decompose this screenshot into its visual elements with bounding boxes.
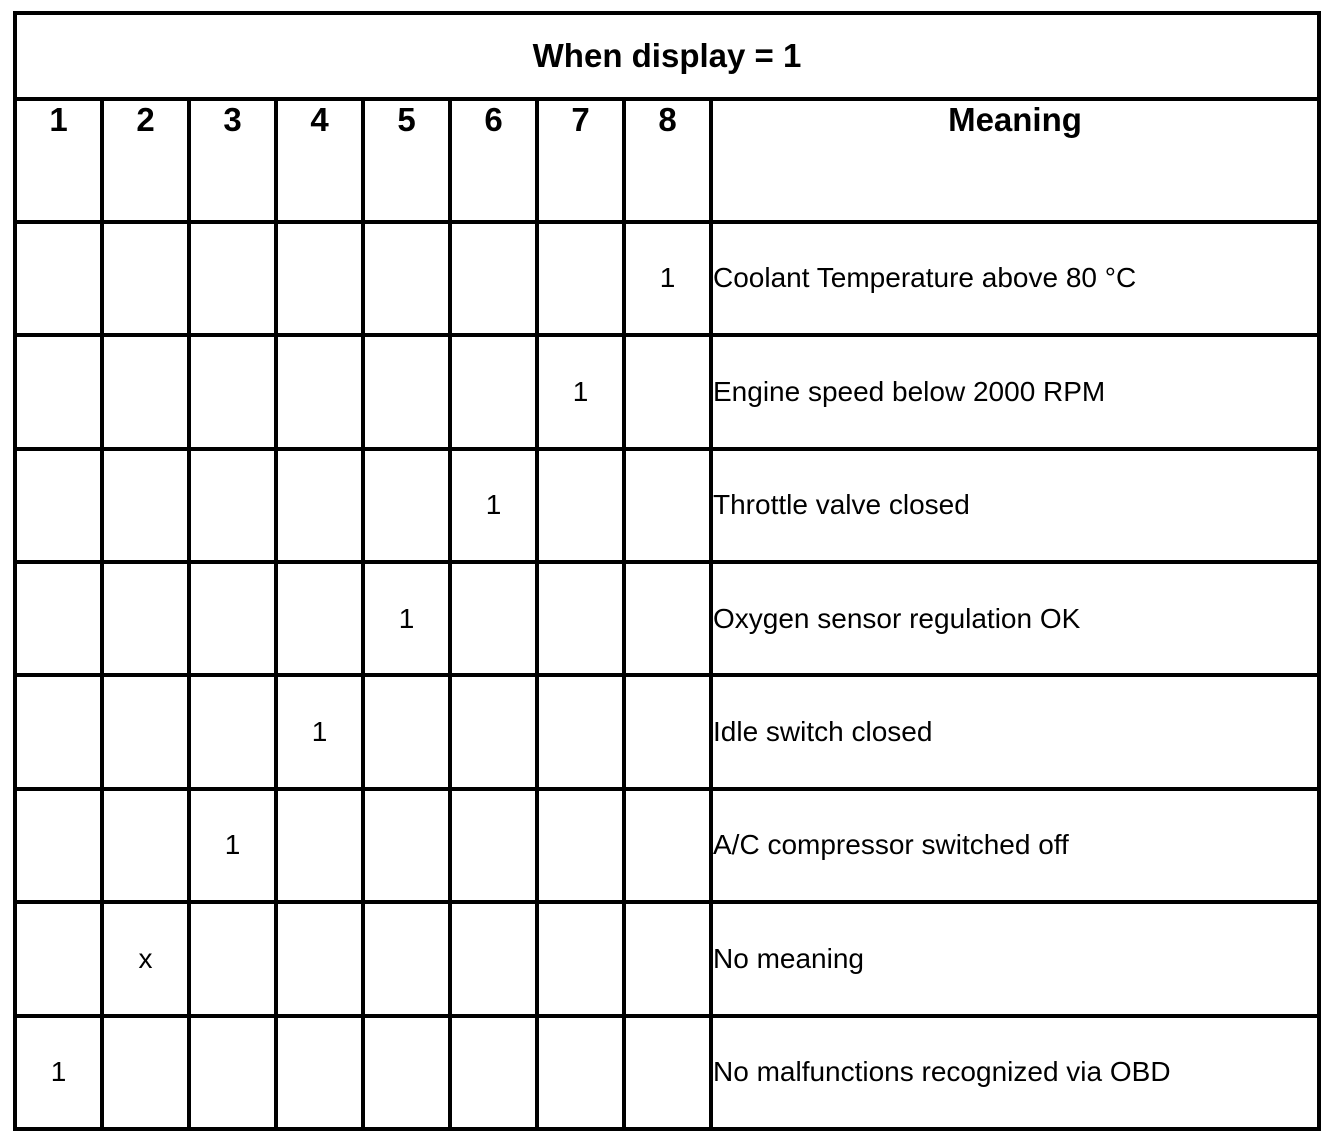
bit-3-cell	[189, 675, 276, 788]
bit-7-cell	[537, 675, 624, 788]
bit-4-cell	[276, 222, 363, 335]
bit-5-cell	[363, 789, 450, 902]
meaning-cell: A/C compressor switched off	[711, 789, 1319, 902]
bit-4-cell	[276, 789, 363, 902]
table-row	[15, 675, 1319, 788]
bit-7-cell	[537, 449, 624, 562]
bit-2-cell	[102, 1016, 189, 1129]
bit-5-cell	[363, 902, 450, 1015]
column-header-bit-2: 2	[102, 99, 189, 221]
table-row	[15, 1016, 1319, 1129]
bit-3-cell	[189, 1016, 276, 1129]
bit-4-cell	[276, 902, 363, 1015]
bit-7-cell: 1	[537, 335, 624, 448]
bit-1-cell	[15, 675, 102, 788]
bit-8-cell	[624, 902, 711, 1015]
column-header-bit-5: 5	[363, 99, 450, 221]
table-row	[15, 449, 1319, 562]
bit-1-cell	[15, 902, 102, 1015]
column-header-bit-4: 4	[276, 99, 363, 221]
column-header-meaning: Meaning	[711, 99, 1319, 221]
bit-5-cell: 1	[363, 562, 450, 675]
bit-6-cell: 1	[450, 449, 537, 562]
bit-3-cell	[189, 562, 276, 675]
table-row	[15, 789, 1319, 902]
table-row	[15, 902, 1319, 1015]
bit-2-cell	[102, 789, 189, 902]
bit-1-cell	[15, 789, 102, 902]
bit-7-cell	[537, 1016, 624, 1129]
bit-6-cell	[450, 335, 537, 448]
table-row	[15, 335, 1319, 448]
bit-2-cell	[102, 562, 189, 675]
column-header-bit-6: 6	[450, 99, 537, 221]
bit-8-cell	[624, 789, 711, 902]
bit-1-cell	[15, 335, 102, 448]
bit-2-cell	[102, 335, 189, 448]
display-meaning-table	[13, 11, 1321, 1131]
bit-6-cell	[450, 562, 537, 675]
meaning-cell: Oxygen sensor regulation OK	[711, 562, 1319, 675]
bit-4-cell	[276, 562, 363, 675]
column-header-bit-7: 7	[537, 99, 624, 221]
bit-4-cell	[276, 335, 363, 448]
bit-3-cell	[189, 335, 276, 448]
bit-1-cell	[15, 449, 102, 562]
bit-8-cell	[624, 335, 711, 448]
bit-7-cell	[537, 222, 624, 335]
bit-6-cell	[450, 1016, 537, 1129]
table-title: When display = 1	[15, 13, 1319, 99]
bit-8-cell	[624, 562, 711, 675]
bit-1-cell	[15, 562, 102, 675]
bit-8-cell	[624, 675, 711, 788]
bit-3-cell	[189, 449, 276, 562]
bit-5-cell	[363, 335, 450, 448]
table-row	[15, 222, 1319, 335]
bit-1-cell: 1	[15, 1016, 102, 1129]
meaning-cell: Throttle valve closed	[711, 449, 1319, 562]
table-row	[15, 562, 1319, 675]
meaning-cell: Coolant Temperature above 80 °C	[711, 222, 1319, 335]
bit-4-cell	[276, 449, 363, 562]
bit-5-cell	[363, 1016, 450, 1129]
bit-6-cell	[450, 789, 537, 902]
bit-2-cell	[102, 675, 189, 788]
meaning-cell: No meaning	[711, 902, 1319, 1015]
bit-6-cell	[450, 222, 537, 335]
bit-5-cell	[363, 449, 450, 562]
bit-7-cell	[537, 902, 624, 1015]
bit-3-cell	[189, 222, 276, 335]
bit-6-cell	[450, 902, 537, 1015]
bit-8-cell	[624, 449, 711, 562]
bit-6-cell	[450, 675, 537, 788]
bit-4-cell: 1	[276, 675, 363, 788]
column-header-bit-1: 1	[15, 99, 102, 221]
bit-2-cell	[102, 222, 189, 335]
bit-1-cell	[15, 222, 102, 335]
bit-4-cell	[276, 1016, 363, 1129]
bit-3-cell: 1	[189, 789, 276, 902]
bit-7-cell	[537, 562, 624, 675]
meaning-cell: No malfunctions recognized via OBD	[711, 1016, 1319, 1129]
bit-2-cell	[102, 449, 189, 562]
column-header-bit-3: 3	[189, 99, 276, 221]
bit-2-cell: x	[102, 902, 189, 1015]
bit-8-cell: 1	[624, 222, 711, 335]
meaning-cell: Idle switch closed	[711, 675, 1319, 788]
bit-3-cell	[189, 902, 276, 1015]
bit-7-cell	[537, 789, 624, 902]
bit-8-cell	[624, 1016, 711, 1129]
meaning-cell: Engine speed below 2000 RPM	[711, 335, 1319, 448]
column-header-bit-8: 8	[624, 99, 711, 221]
bit-5-cell	[363, 222, 450, 335]
header-row	[15, 99, 1319, 221]
bit-5-cell	[363, 675, 450, 788]
title-row	[15, 13, 1319, 99]
